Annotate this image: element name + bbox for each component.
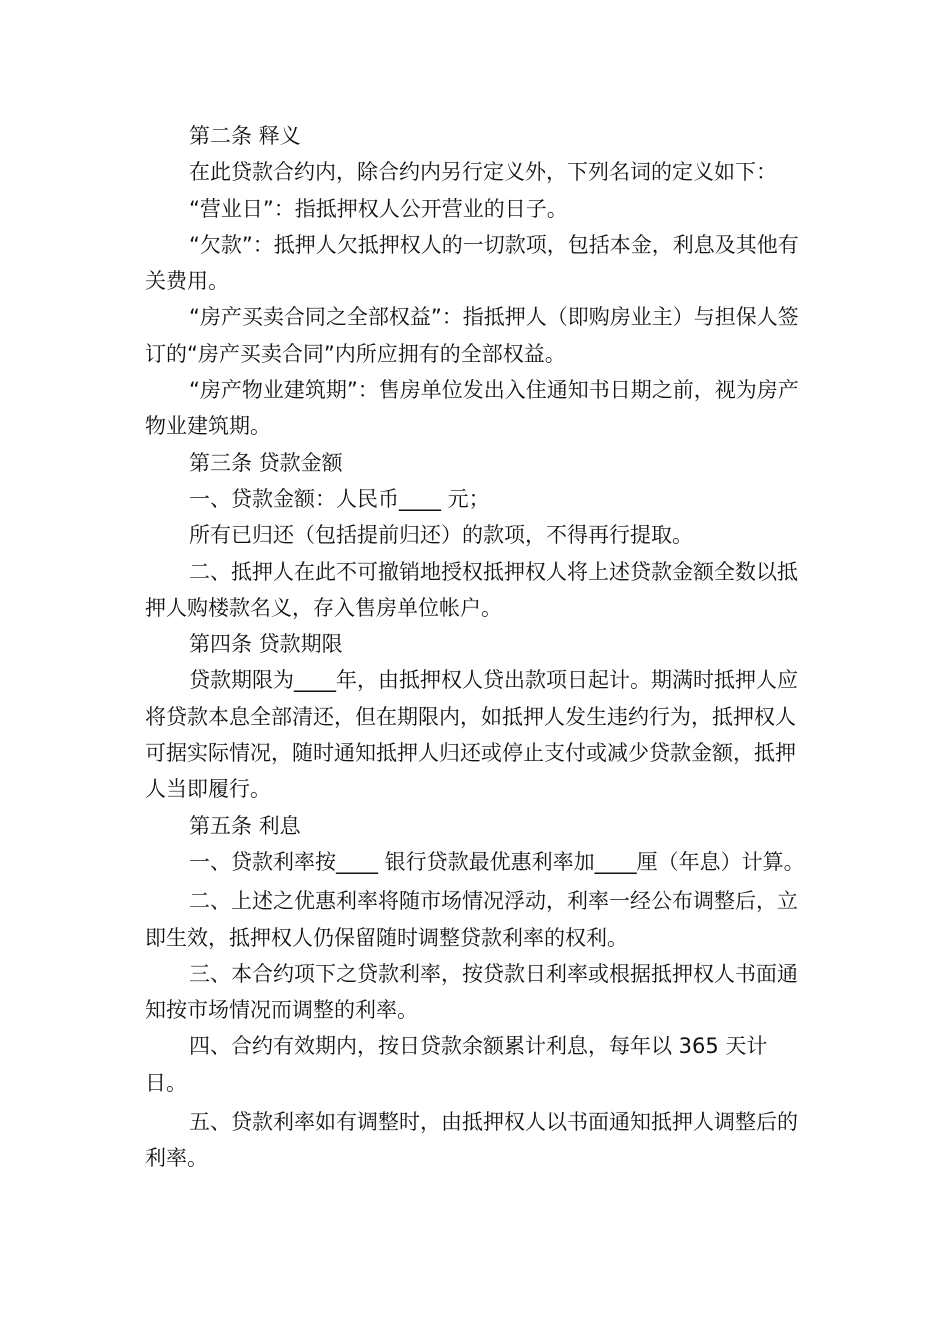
- document-body: [145, 118, 805, 1177]
- paragraph: 三、本合约项下之贷款利率，按贷款日利率或根据抵押权人书面通知按市场情况而调整的利率。: [145, 961, 798, 1023]
- article-heading: 第三条 贷款金额: [189, 450, 343, 475]
- paragraph: 一、贷款金额：人民币____ 元；: [189, 486, 490, 511]
- definition-business-day: “营业日”：指抵押权人公开营业的日子。: [189, 196, 568, 221]
- definition-debt: “欠款”：抵押人欠抵押权人的一切款项，包括本金，利息及其他有关费用。: [145, 232, 799, 294]
- article-heading: 第四条 贷款期限: [189, 632, 343, 657]
- paragraph: 所有已归还（包括提前归还）的款项，不得再行提取。: [189, 523, 693, 548]
- definition-construction-period: “房产物业建筑期”：售房单位发出入住通知书日期之前，视为房产物业建筑期。: [145, 378, 799, 439]
- paragraph: 二、抵押人在此不可撤销地授权抵押权人将上述贷款金额全数以抵押人购楼款名义，存入售房单位帐户。: [145, 559, 798, 620]
- article-heading: 第五条 利息: [189, 813, 301, 838]
- paragraph: 一、贷款利率按____ 银行贷款最优惠利率加____厘（年息）计算。: [189, 849, 805, 874]
- paragraph: 贷款期限为____年，由抵押权人贷出款项日起计。期满时抵押人应将贷款本息全部清还，但在期限内，如抵押人发生违约行为，抵押权人可据实际情况，随时通知抵押人归还或停止支付或减少贷款金额，抵押人当即履行。: [145, 668, 798, 802]
- paragraph: 二、上述之优惠利率将随市场情况浮动，利率一经公布调整后，立即生效，抵押权人仍保留随时调整贷款利率的权利。: [145, 889, 798, 950]
- definition-contract-rights: “房产买卖合同之全部权益”：指抵押人（即购房业主）与担保人签订的“房产买卖合同”内所应拥有的全部权益。: [145, 305, 799, 366]
- paragraph: 五、贷款利率如有调整时，由抵押权人以书面通知抵押人调整后的利率。: [145, 1110, 798, 1171]
- article-heading: 第二条 释义: [189, 124, 301, 148]
- paragraph: 四、合约有效期内，按日贷款余额累计利息，每年以 365 天计日。: [145, 1034, 768, 1095]
- paragraph: 在此贷款合约内，除合约内另行定义外，下列名词的定义如下：: [189, 160, 777, 185]
